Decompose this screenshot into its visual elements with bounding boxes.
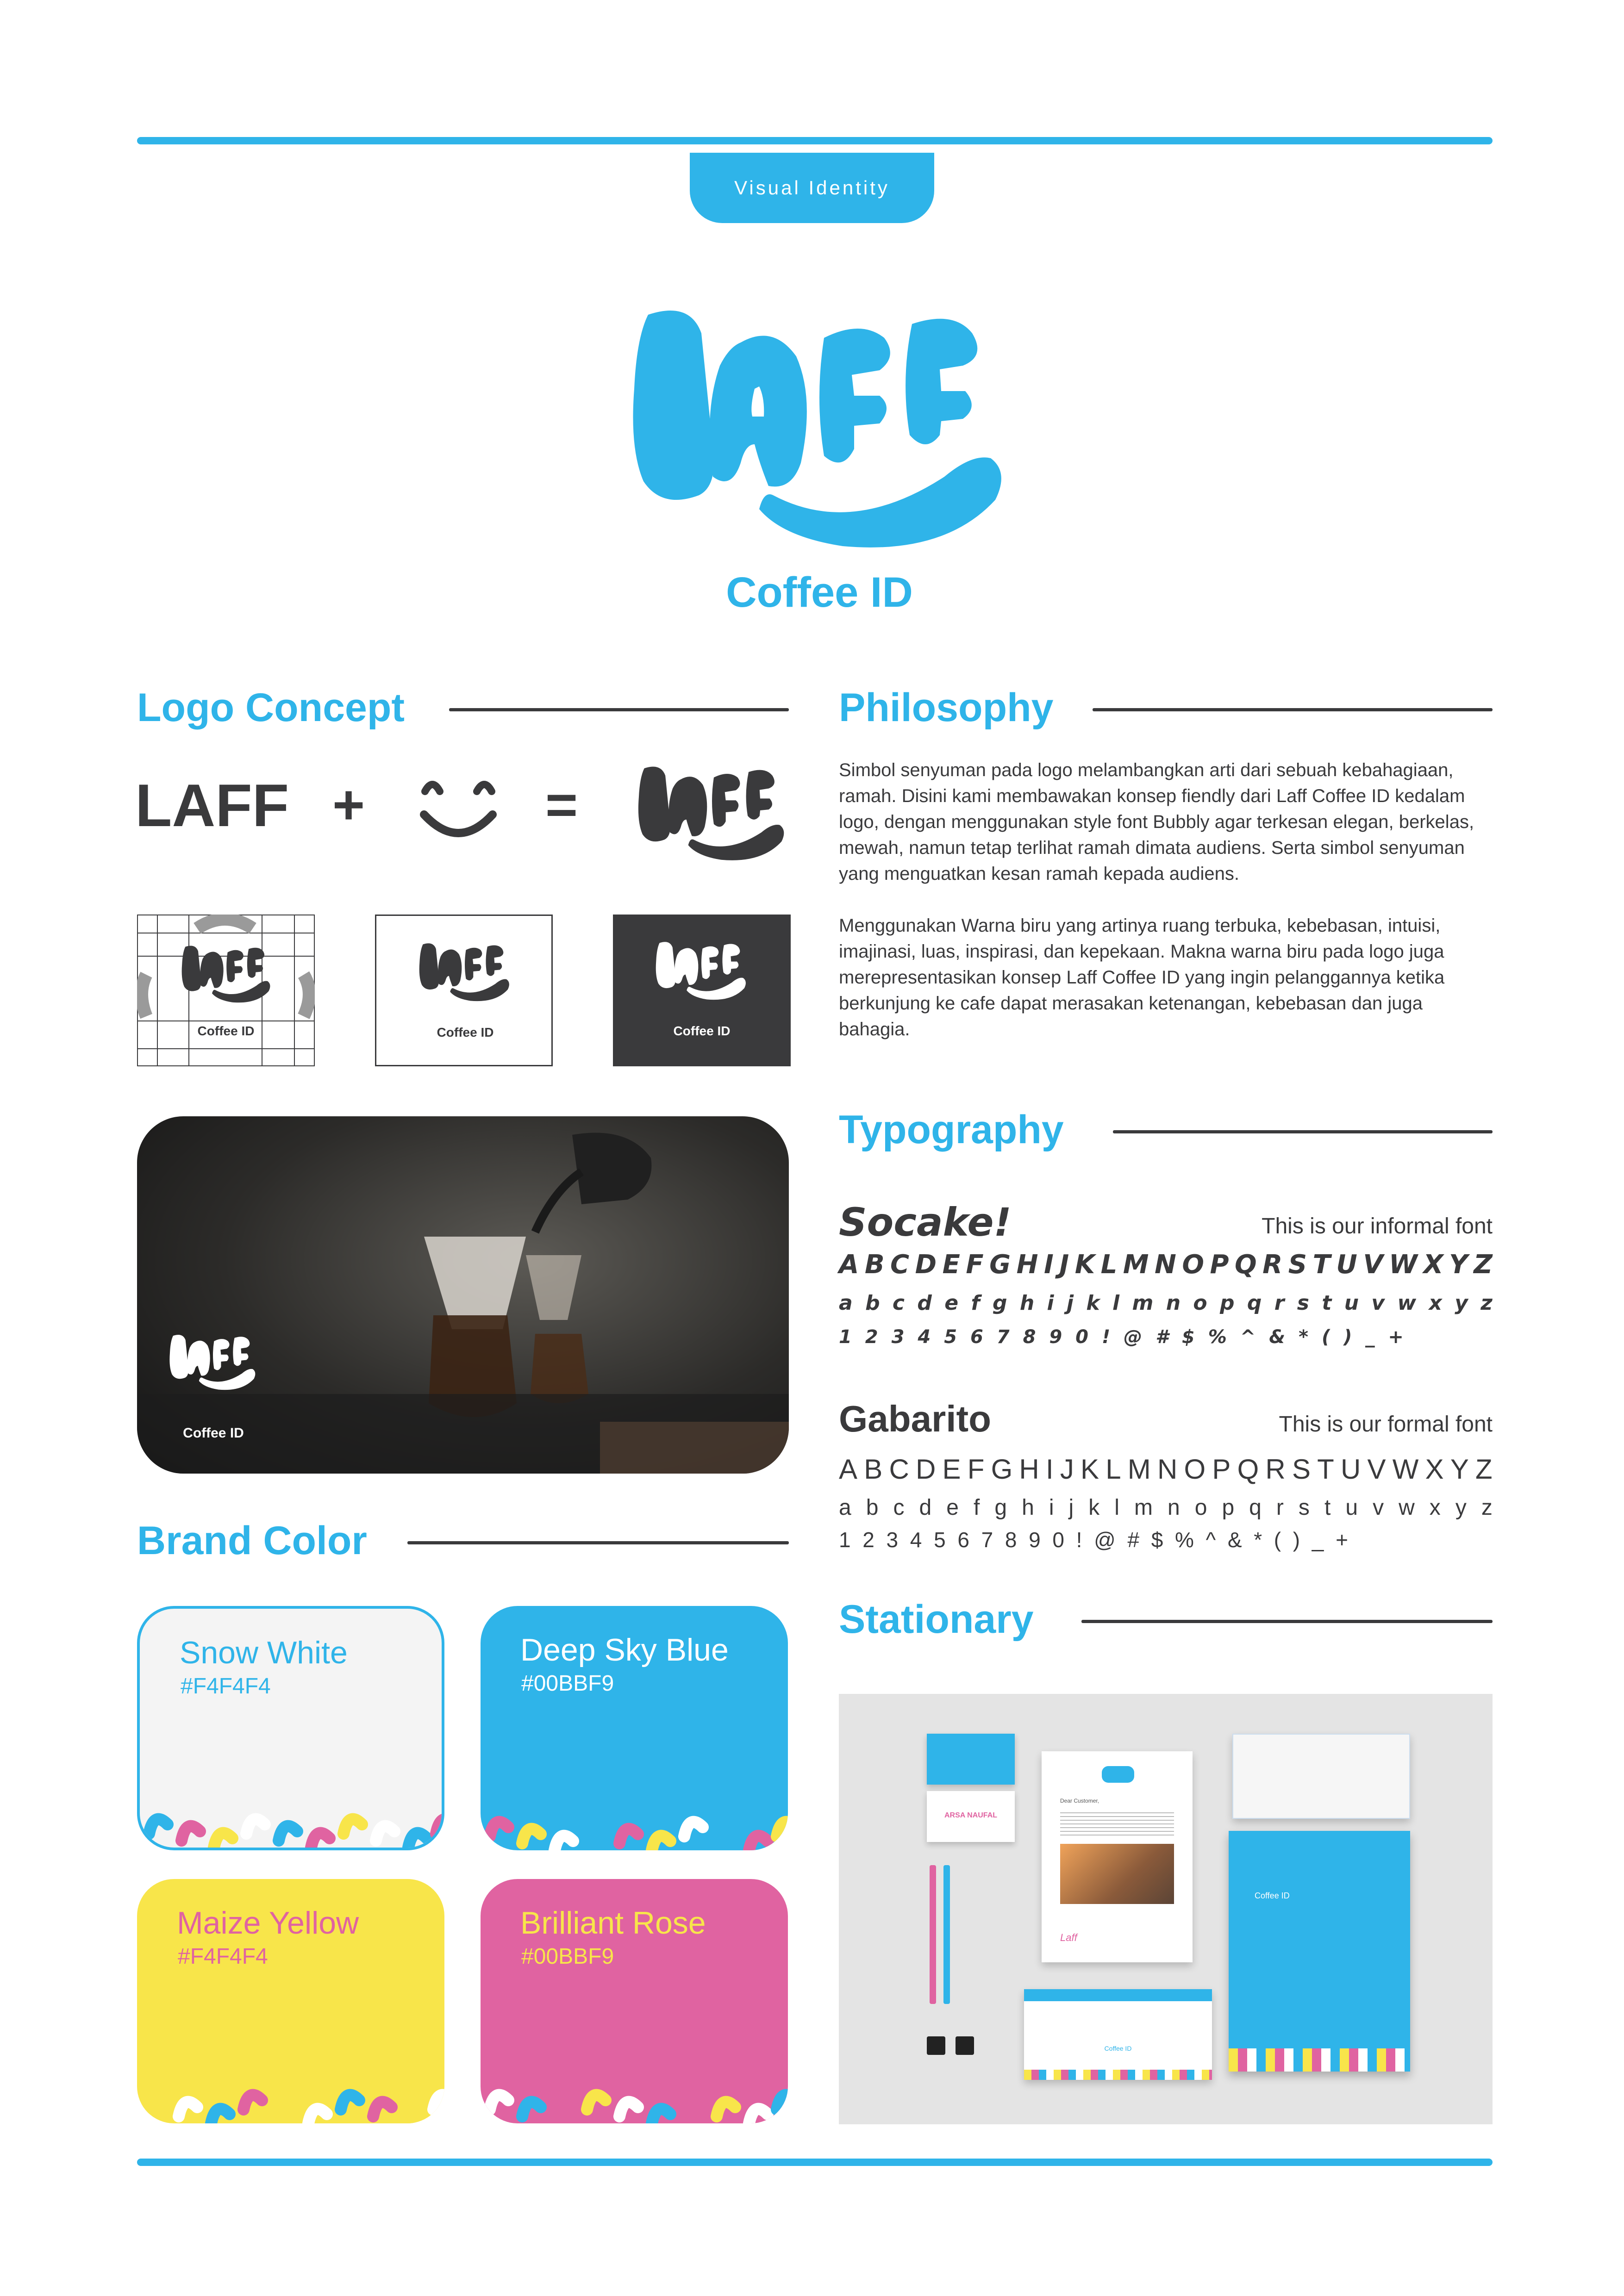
glyph: t	[1322, 1291, 1332, 1315]
pattern-squiggle	[436, 1819, 444, 1834]
glyph: R	[1262, 1250, 1283, 1280]
pattern-squiggle	[619, 1829, 638, 1843]
pattern-squiggle	[376, 1826, 394, 1841]
swatch-name: Snow White	[180, 1635, 348, 1670]
logo-letter-f1	[819, 329, 890, 462]
glyph: X	[1423, 1250, 1443, 1280]
glyph: l	[1114, 1495, 1119, 1520]
smile-icon	[418, 773, 498, 847]
photo-caption: Coffee ID	[183, 1425, 244, 1441]
informal-symbols-row	[839, 1326, 1404, 1348]
philosophy-text	[839, 757, 1496, 1068]
informal-font-name: Socake!	[839, 1200, 1012, 1245]
glyph: j	[1066, 1291, 1074, 1315]
glyph: 5	[944, 1326, 957, 1348]
variant-caption: Coffee ID	[437, 1025, 494, 1039]
swatch-name: Maize Yellow	[177, 1905, 359, 1941]
brand-color-rule	[407, 1541, 789, 1544]
glyph: O	[1182, 1250, 1204, 1280]
glyph: $	[1151, 1528, 1163, 1552]
glyph: *	[1254, 1528, 1262, 1552]
pattern-squiggle	[214, 1833, 232, 1848]
typography-rule	[1113, 1130, 1493, 1133]
bottom-rule	[137, 2159, 1493, 2166]
stationary-heading: Stationary	[839, 1597, 1034, 1642]
glyph: 6	[970, 1326, 983, 1348]
folder	[1229, 1831, 1410, 2072]
brand-color-heading: Brand Color	[137, 1518, 367, 1563]
swatch-pattern	[137, 2072, 444, 2123]
envelope-top	[1232, 1734, 1410, 1819]
folder-pattern	[1229, 2048, 1410, 2072]
stationary-rule	[1081, 1620, 1493, 1623]
swatch-pattern	[481, 1799, 788, 1850]
glyph: x	[1429, 1291, 1442, 1315]
glyph: k	[1088, 1495, 1100, 1520]
glyph: %	[1175, 1528, 1194, 1552]
pattern-squiggle	[276, 2102, 294, 2116]
glyph: I	[1044, 1250, 1054, 1280]
pattern-squiggle	[652, 2109, 670, 2123]
glyph: *	[1299, 1326, 1308, 1348]
glyph: C	[890, 1250, 910, 1280]
card-name: ARSA NAUFAL	[944, 1811, 998, 1819]
glyph: _	[1312, 1528, 1324, 1552]
glyph: &	[1269, 1326, 1286, 1348]
glyph: o	[1193, 1291, 1207, 1315]
logo-letter-l	[633, 311, 714, 500]
glyph: s	[1298, 1495, 1310, 1520]
glyph: 1	[839, 1326, 852, 1348]
pattern-squiggle	[490, 1822, 508, 1836]
glyph: s	[1297, 1291, 1309, 1315]
glyph: T	[1312, 1250, 1330, 1280]
glyph: G	[991, 1454, 1013, 1485]
glyph: W	[1389, 1250, 1418, 1280]
swatch-hex: #00BBF9	[521, 1671, 614, 1696]
glyph: @	[1094, 1528, 1116, 1552]
business-card-front	[927, 1734, 1015, 1785]
glyph: !	[1076, 1528, 1082, 1552]
glyph: X	[1425, 1454, 1444, 1485]
glyph: )	[1343, 1326, 1352, 1348]
coffee-photo	[137, 1116, 789, 1474]
glyph: f	[971, 1291, 980, 1315]
glyph: K	[1081, 1454, 1099, 1485]
logo-concept-rule	[449, 708, 789, 711]
business-card-back	[927, 1791, 1015, 1842]
glyph: g	[994, 1495, 1007, 1520]
glyph: (	[1274, 1528, 1281, 1552]
glyph: Q	[1235, 1250, 1257, 1280]
pattern-squiggle	[555, 1836, 573, 1850]
glyph: 8	[1023, 1326, 1036, 1348]
visual-identity-tab: Visual Identity	[690, 153, 934, 223]
glyph: D	[915, 1250, 937, 1280]
glyph: m	[1132, 1291, 1154, 1315]
glyph: u	[1345, 1495, 1358, 1520]
glyph: 6	[957, 1528, 969, 1552]
glyph: P	[1210, 1250, 1229, 1280]
formal-uppercase-row	[839, 1453, 1493, 1485]
pattern-squiggle	[749, 1836, 768, 1850]
glyph: I	[1045, 1454, 1054, 1485]
glyph: 2	[862, 1528, 874, 1552]
glyph: r	[1276, 1495, 1284, 1520]
glyph: 3	[886, 1528, 899, 1552]
equals-sign: =	[545, 774, 578, 836]
swatch-hex: #00BBF9	[521, 1944, 614, 1969]
glyph: O	[1184, 1454, 1206, 1485]
glyph: C	[889, 1454, 909, 1485]
formal-font-name: Gabarito	[839, 1398, 991, 1439]
glyph: w	[1399, 1495, 1415, 1520]
glyph: v	[1371, 1291, 1385, 1315]
color-swatch-maize-yellow	[137, 1879, 444, 2123]
glyph: @	[1124, 1326, 1143, 1348]
glyph: d	[919, 1495, 932, 1520]
informal-font-caption: This is our informal font	[1262, 1214, 1493, 1238]
glyph: a	[839, 1495, 851, 1520]
glyph: x	[1429, 1495, 1441, 1520]
glyph: c	[892, 1291, 905, 1315]
glyph: D	[915, 1454, 936, 1485]
glyph: F	[967, 1454, 985, 1485]
informal-lowercase-row	[839, 1291, 1493, 1315]
letter-photo	[1060, 1844, 1174, 1904]
glyph: E	[942, 1454, 961, 1485]
pattern-squiggle	[717, 1829, 735, 1843]
glyph: n	[1166, 1291, 1181, 1315]
pattern-squiggle	[279, 1826, 297, 1841]
logo-letter-f2	[906, 319, 977, 444]
pattern-squiggle	[179, 2102, 197, 2116]
glyph: 2	[865, 1326, 878, 1348]
glyph: +	[1388, 1326, 1404, 1348]
pattern-squiggle	[149, 1819, 168, 1834]
glyph: a	[839, 1291, 853, 1315]
letter-logo	[1102, 1766, 1134, 1783]
glyph: &	[1227, 1528, 1242, 1552]
color-swatch-snow-white	[137, 1606, 444, 1850]
glyph: P	[1212, 1454, 1231, 1485]
glyph: N	[1155, 1250, 1176, 1280]
glyph: B	[864, 1454, 883, 1485]
glyph: )	[1293, 1528, 1300, 1552]
pattern-squiggle	[146, 2095, 165, 2109]
glyph: n	[1167, 1495, 1180, 1520]
swatch-pattern	[481, 2072, 788, 2123]
glyph: Z	[1475, 1454, 1493, 1485]
glyph: q	[1247, 1291, 1262, 1315]
informal-uppercase-row	[839, 1250, 1493, 1280]
glyph: o	[1194, 1495, 1207, 1520]
pattern-squiggle	[344, 1819, 362, 1834]
glyph: L	[1106, 1454, 1121, 1485]
logo-letter-a	[710, 336, 807, 486]
philosophy-heading: Philosophy	[839, 685, 1054, 730]
glyph: J	[1060, 1454, 1074, 1485]
envelope-caption: Coffee ID	[1104, 2045, 1132, 2052]
glyph: b	[865, 1291, 880, 1315]
glyph: p	[1222, 1495, 1235, 1520]
typography-heading: Typography	[839, 1108, 1064, 1152]
glyph: 9	[1049, 1326, 1062, 1348]
glyph: S	[1288, 1250, 1307, 1280]
pattern-squiggle	[408, 1833, 427, 1848]
glyph: u	[1344, 1291, 1359, 1315]
glyph: F	[966, 1250, 984, 1280]
glyph: H	[1019, 1454, 1039, 1485]
glyph: ^	[1240, 1326, 1256, 1348]
glyph: 4	[918, 1326, 931, 1348]
glyph: N	[1157, 1454, 1178, 1485]
glyph: 0	[1075, 1326, 1089, 1348]
pattern-squiggle	[749, 2109, 768, 2123]
brand-subtitle: Coffee ID	[726, 569, 913, 616]
glyph: 9	[1029, 1528, 1041, 1552]
pattern-squiggle	[587, 1822, 606, 1836]
swatch-name: Brilliant Rose	[520, 1905, 706, 1941]
glyph: h	[1019, 1291, 1035, 1315]
glyph: g	[992, 1291, 1007, 1315]
glyph: U	[1336, 1250, 1357, 1280]
formal-lowercase-row	[839, 1495, 1493, 1520]
pattern-squiggle	[555, 2109, 573, 2123]
letter-greeting: Dear Customer,	[1060, 1798, 1099, 1804]
letter-signature: Laff	[1060, 1932, 1077, 1943]
glyph: i	[1049, 1495, 1054, 1520]
pattern-squiggle	[522, 1829, 541, 1843]
laff-main-logo	[620, 296, 1018, 555]
pattern-squiggle	[619, 2102, 638, 2116]
glyph: k	[1086, 1291, 1100, 1315]
formal-symbols-row	[839, 1527, 1348, 1552]
glyph: i	[1047, 1291, 1054, 1315]
glyph: j	[1068, 1495, 1074, 1520]
binder-clip	[927, 2036, 945, 2055]
glyph: z	[1480, 1291, 1493, 1315]
pattern-squiggle	[777, 2095, 788, 2109]
glyph: $	[1181, 1326, 1195, 1348]
glyph: 1	[839, 1528, 851, 1552]
envelope	[1024, 1989, 1212, 2080]
glyph: Y	[1449, 1250, 1468, 1280]
laff-wordmark: LAFF	[135, 772, 289, 839]
binder-clip	[956, 2036, 974, 2055]
color-swatch-brilliant-rose	[481, 1879, 788, 2123]
glyph: 5	[934, 1528, 946, 1552]
glyph: e	[946, 1495, 959, 1520]
glyph: M	[1123, 1250, 1149, 1280]
photo-logo	[167, 1329, 259, 1394]
laff-dark-logo	[633, 759, 791, 865]
glyph: r	[1274, 1291, 1285, 1315]
folder-caption: Coffee ID	[1255, 1891, 1290, 1900]
formal-font-caption: This is our formal font	[1279, 1412, 1493, 1437]
glyph: w	[1397, 1291, 1417, 1315]
glyph: J	[1059, 1250, 1069, 1280]
glyph: 7	[981, 1528, 993, 1552]
glyph: (	[1321, 1326, 1330, 1348]
glyph: ^	[1206, 1528, 1216, 1552]
pattern-squiggle	[684, 2095, 703, 2109]
stationary-mockup	[839, 1694, 1493, 2124]
glyph: W	[1392, 1454, 1419, 1485]
glyph: 0	[1052, 1528, 1064, 1552]
glyph: y	[1455, 1291, 1468, 1315]
letter-body-lines	[1060, 1810, 1174, 1837]
glyph: K	[1074, 1250, 1095, 1280]
glyph: y	[1455, 1495, 1467, 1520]
glyph: R	[1265, 1454, 1286, 1485]
swatch-hex: #F4F4F4	[178, 1944, 268, 1969]
glyph: p	[1219, 1291, 1235, 1315]
letterhead	[1042, 1751, 1193, 1962]
glyph: M	[1127, 1454, 1151, 1485]
philosophy-paragraph-1: Simbol senyuman pada logo melambangkan arti dari sebuah kebahagiaan, ramah. Disini kami membawakan konsep fiendly dari Laff Coffee ID kedalam logo, dengan menggunakan style font Bubbly agar terkesan elegan, berkelas, mewah, namun tetap terlihat ramah dimata audiens. Serta simbol senyuman yang menguatkan kesan ramah kepada audiens.	[839, 760, 1474, 884]
glyph: T	[1317, 1454, 1334, 1485]
glyph: Y	[1450, 1454, 1469, 1485]
pattern-squiggle	[181, 1826, 200, 1841]
glyph: 3	[891, 1326, 905, 1348]
pattern-squiggle	[652, 1836, 670, 1850]
glyph: G	[989, 1250, 1011, 1280]
pattern-squiggle	[684, 1822, 703, 1836]
glyph: m	[1134, 1495, 1153, 1520]
glyph: #	[1127, 1528, 1140, 1552]
pattern-squiggle	[246, 1819, 265, 1834]
glyph: Q	[1237, 1454, 1259, 1485]
glyph: 4	[910, 1528, 922, 1552]
pattern-squiggle	[406, 2109, 424, 2123]
pattern-squiggle	[308, 2109, 327, 2123]
philosophy-rule	[1093, 708, 1493, 711]
pattern-squiggle	[373, 2102, 392, 2116]
glyph: b	[866, 1495, 879, 1520]
swatch-pattern	[140, 1797, 444, 1848]
pattern-squiggle	[341, 2095, 359, 2109]
glyph: z	[1481, 1495, 1493, 1520]
pattern-squiggle	[311, 1833, 330, 1848]
swatch-hex: #F4F4F4	[181, 1674, 271, 1699]
philosophy-paragraph-2: Menggunakan Warna biru yang artinya ruang terbuka, kebebasan, intuisi, imajinasi, luas, inspirasi, dan kepekaan. Makna warna biru pada logo juga merepresentasikan konsep Laff Coffee ID yang ingin pelanggannya ketika berkunjung ke cafe dapat merasakan ketenangan, kebebasan dan juga bahagia.	[839, 915, 1445, 1039]
glyph: #	[1156, 1326, 1168, 1348]
glyph: Z	[1474, 1250, 1493, 1280]
color-swatch-deep-sky-blue	[481, 1606, 788, 1850]
variant-caption: Coffee ID	[197, 1024, 255, 1038]
glyph: A	[839, 1454, 858, 1485]
pattern-squiggle	[522, 2102, 541, 2116]
glyph: h	[1022, 1495, 1034, 1520]
glyph: t	[1324, 1495, 1331, 1520]
glyph: V	[1367, 1454, 1386, 1485]
glyph: !	[1101, 1326, 1111, 1348]
glyph: E	[942, 1250, 960, 1280]
glyph: V	[1363, 1250, 1383, 1280]
pattern-squiggle	[244, 2095, 262, 2109]
glyph: L	[1100, 1250, 1118, 1280]
pattern-squiggle	[717, 2102, 735, 2116]
pattern-squiggle	[433, 2095, 444, 2109]
glyph: e	[944, 1291, 959, 1315]
glyph: l	[1112, 1291, 1120, 1315]
glyph: 7	[996, 1326, 1010, 1348]
glyph: _	[1365, 1326, 1375, 1348]
glyph: +	[1336, 1528, 1348, 1552]
pattern-squiggle	[490, 2095, 508, 2109]
glyph: H	[1016, 1250, 1038, 1280]
logo-light-variant	[375, 915, 553, 1066]
pencil-blue	[943, 1865, 950, 2004]
variant-caption: Coffee ID	[673, 1024, 731, 1038]
pencil-pink	[930, 1865, 936, 2004]
plus-sign: +	[332, 774, 365, 836]
swatch-name: Deep Sky Blue	[520, 1632, 729, 1668]
glyph: c	[893, 1495, 905, 1520]
glyph: B	[864, 1250, 885, 1280]
glyph: U	[1341, 1454, 1361, 1485]
top-rule	[137, 137, 1493, 144]
glyph: 8	[1005, 1528, 1017, 1552]
glyph: A	[839, 1250, 859, 1280]
logo-grid-variant	[137, 915, 315, 1066]
glyph: v	[1373, 1495, 1384, 1520]
glyph: d	[917, 1291, 932, 1315]
logo-concept-heading: Logo Concept	[137, 685, 405, 730]
pattern-squiggle	[777, 1822, 788, 1836]
glyph: S	[1292, 1454, 1311, 1485]
glyph: %	[1208, 1326, 1227, 1348]
pattern-squiggle	[587, 2095, 606, 2109]
logo-dark-variant	[613, 915, 791, 1066]
glyph: q	[1249, 1495, 1262, 1520]
pattern-squiggle	[211, 2109, 230, 2123]
glyph: f	[973, 1495, 980, 1520]
